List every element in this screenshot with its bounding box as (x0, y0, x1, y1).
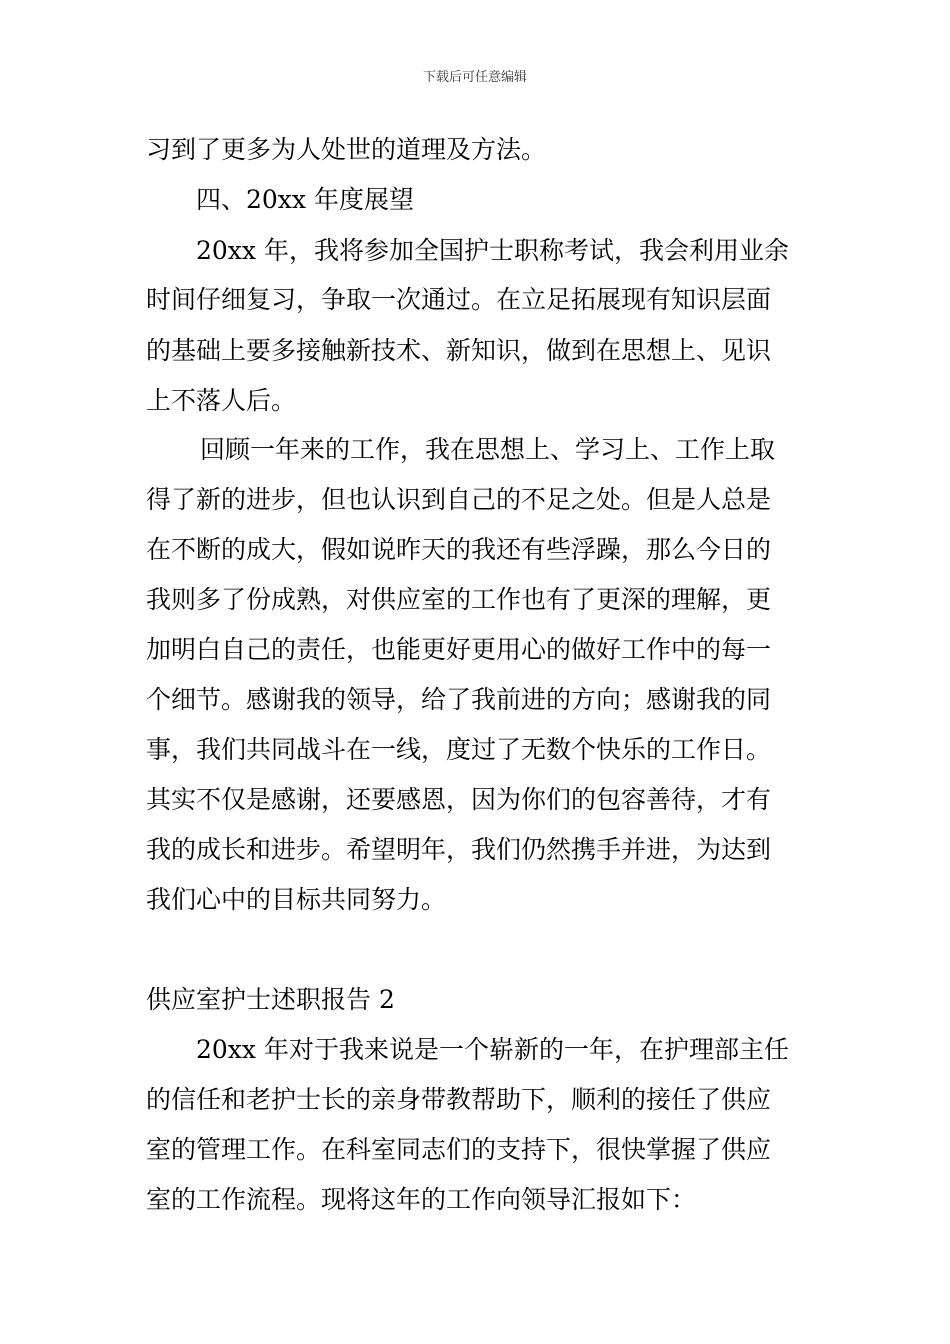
text-line: 其实不仅是感谢，还要感恩，因为你们的包容善待，才有 (146, 785, 772, 814)
text-line: 上不落人后。 (146, 386, 297, 415)
header-note: 下载后可任意编辑 (422, 70, 527, 85)
text-line: 我则多了份成熟，对供应室的工作也有了更深的理解，更 (146, 585, 772, 614)
section-heading: 四、20xx 年度展望 (196, 185, 414, 214)
text-line: 我们心中的目标共同努力。 (146, 885, 447, 914)
text-line: 室的工作流程。现将这年的工作向领导汇报如下： (146, 1185, 697, 1214)
text-line: 时间仔细复习，争取一次通过。在立足拓展现有知识层面 (146, 285, 772, 314)
text-line: 加明白自己的责任，也能更好更用心的做好工作中的每一 (146, 635, 772, 664)
text-line: 20xx 年，我将参加全国护士职称考试，我会利用业余 (196, 236, 789, 265)
text-line: 我的成长和进步。希望明年，我们仍然携手并进，为达到 (146, 835, 772, 864)
text-line: 20xx 年对于我来说是一个崭新的一年，在护理部主任 (196, 1035, 789, 1064)
text-line: 的信任和老护士长的亲身带教帮助下，顺利的接任了供应 (146, 1085, 772, 1114)
text-line: 个细节。感谢我的领导，给了我前进的方向；感谢我的同 (146, 685, 772, 714)
text-line: 得了新的进步，但也认识到自己的不足之处。但是人总是 (146, 485, 772, 514)
text-line: 室的管理工作。在科室同志们的支持下，很快掌握了供应 (146, 1135, 772, 1164)
text-line: 事，我们共同战斗在一线，度过了无数个快乐的工作日。 (146, 735, 772, 764)
text-line: 回顾一年来的工作，我在思想上、学习上、工作上取 (200, 435, 776, 464)
report-title: 供应室护士述职报告 2 (146, 985, 395, 1014)
text-line: 在不断的成大，假如说昨天的我还有些浮躁，那么今日的 (146, 535, 772, 564)
text-line: 的基础上要多接触新技术、新知识，做到在思想上、见识 (146, 336, 772, 365)
text-line: 习到了更多为人处世的道理及方法。 (146, 135, 547, 164)
